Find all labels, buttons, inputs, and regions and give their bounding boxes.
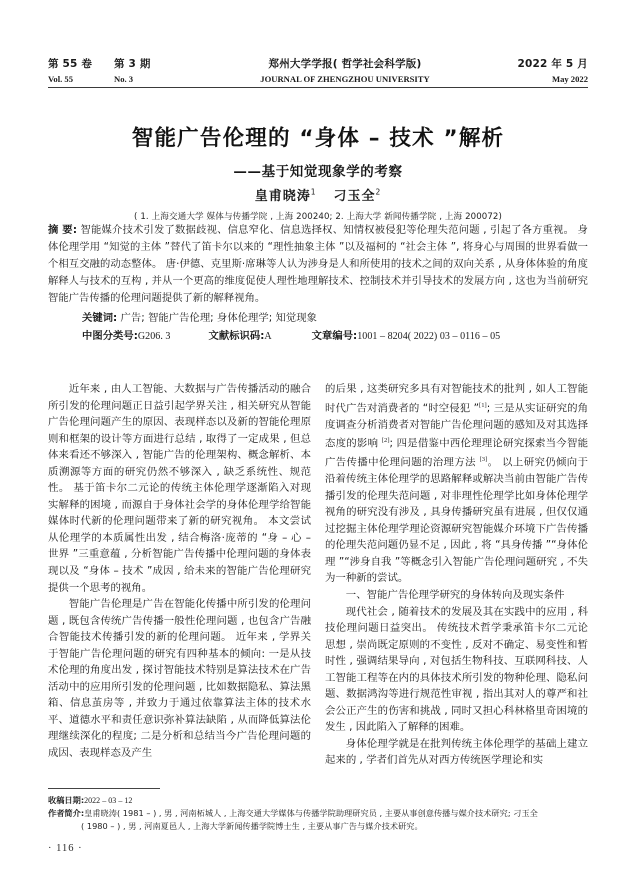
volume-en: Vol. 55 [48,74,73,84]
author-bio-line-1 [48,807,588,819]
running-head-chinese-row [48,56,588,71]
abstract-label: 摘 要: [48,224,77,236]
reference-marker-3: [3] [479,456,488,464]
author-name-2: 刁玉全 [333,188,376,204]
reference-marker-1: [1] [479,401,487,409]
footnote-divider-rule [48,788,160,789]
footnote-block [48,788,538,832]
issue-cn: 第 3 期 [114,58,151,70]
article-number-value: 1001 – 8204( 2022) 03 – 0116 – 05 [357,330,501,342]
author-affil-marker-1: 1 [310,187,317,197]
body-columns [48,381,588,783]
issue-date-cn: 2022 年 5 月 [517,58,588,70]
journal-title-en: JOURNAL OF ZHENGZHOU UNIVERSITY [260,74,430,84]
received-date-label: 收稿日期: [48,795,85,805]
paragraph: 现代社会 , 随着技术的发展及其在实践中的应用 , 科技伦理问题日益突出。 传统技术哲学秉承笛卡尔二元论思想 , 崇尚既定原则的不变性 , 反对不确定、易变性和暂时性 , 强调结果导向 , 对包括生物科技、互联网科技、人工智能工程等在内的具体技术所引发的物种伦理、隐私问题、数据鸿沟等进行规范性审视 , 指出其对人的尊严和社会公正产生的伤害和挑战 , 同时又担心科林格里奇困境的发生 , 因此陷入了解释的困难。 [325,605,588,734]
received-date-line [48,794,314,807]
page-number: · 116 · [48,843,83,854]
clc-value: G206. 3 [137,330,171,342]
author-bio-line-2 [48,820,621,832]
front-matter [48,222,588,345]
reference-marker-2: [2] [381,437,390,445]
keywords-line [48,310,588,327]
section-heading: 一、智能广告伦理学研究的身体转向及现实条件 [345,588,565,601]
author-list [48,185,588,204]
issue-date-en: May 2022 [551,74,588,84]
issue-en: No. 3 [114,74,134,84]
header-divider-rule [48,87,588,88]
para-text-c: ; 四是借鉴中西伦理理论研究探索当今智能广告传播中伦理问题的治理方法 [325,437,588,469]
document-code-value: A [264,330,272,342]
author-affil-marker-2: 2 [375,187,382,197]
article-title: 智能广告伦理的 “身体 – 技术 ”解析 [131,126,505,151]
clc-label: 中图分类号: [82,329,138,342]
keywords-label: 关键词: [82,312,118,325]
running-head [48,56,588,88]
author-name-1: 皇甫晓涛 [254,188,311,204]
article-subtitle: ——基于知觉现象学的考察 [233,163,403,180]
author-affiliations: ( 1. 上海交通大学 媒体与传播学院 , 上海 200240; 2. 上海大学 新闻传播学院 , 上海 200072) [134,211,502,222]
keywords-value: 广告; 智能广告伦理; 身体伦理学; 知觉现象 [120,312,317,325]
para-text-d: 。 以上研究仍倾向于沿着传统主体伦理学的思路解释或解决当前由智能广告传播引发的伦理失范问题 , 对非理性伦理学比如身体伦理学视角的研究没有涉及 , 具身传播研究虽有进展 , 但仅仅通过挖掘主体伦理学理论资源研究智能媒介环境下广告传播的伦理失范问题仍显不足 , 因此 , 将 “具身传播 ”“身体伦理 ”“涉身自我 ”等概念引入智能广告伦理问题研究 , 不失为一种新的尝试。 [325,456,588,585]
abstract-text: 智能媒介技术引发了数据歧视、信息窄化、信息选择权、知情权被侵犯等伦理失范问题 , 引起了各方重视。 身体伦理学用 “知觉的主体 ”替代了笛卡尔以来的 “理性抽象主体 ”以及福柯的 “社会主体 ”, 将身心与周围的世界看做一个相互交融的动态整体。 唐·伊德、克里斯·席琳等人认为涉身是人和所使用的技术之间的双向关系 , 从身体体验的角度解释人与技术的互构 , 并从一个更高的维度促使人理性地理解技术、控制技术并引导技术的发展方向 , 这也为当前研究智能广告传播的伦理问题提供了新的解释视角。 [48,224,589,305]
paragraph-continuation [325,381,588,587]
para-text-a: 的后果 , 这类研究多具有对智能技术的批判 , 如人工智能时代广告对消费者的 “时空侵犯 ” [325,383,588,415]
body-column-left [48,381,311,783]
paragraph: 近年来 , 由人工智能、大数据与广告传播活动的融合所引发的伦理问题正日益引起学界关注 , 相关研究从智能广告伦理问题产生的原因、表现样态以及新的智能伦理原则和框架的设计等方面进行总结 , 取得了一定成果 , 但总体来看还不够深入 , 智能广告的伦理架构、概念解析、本质溯源等方面的研究仍然不够深入 , 缺乏系统性、规范性。 基于笛卡尔二元论的传统主体伦理学逐渐陷入对现实解释的困境 , 而源自于身体社会学的身体伦理学给智能媒体时代新的伦理问题带来了新的研究视角。 本文尝试从伦理学的本质属性出发 , 结合梅洛·庞蒂的 “身 – 心 – 世界 ”三重意蕴 , 分析智能广告传播中伦理问题的身体表现以及 “身体 – 技术 ”成因 , 给未来的智能广告伦理研究提供一个思考的视角。 [48,383,311,594]
title-block [48,126,588,222]
paragraph: 身体伦理学就是在批判传统主体伦理学的基础上建立起来的 , 学者们首先从对西方传统医学理论和实 [325,737,588,767]
running-head-english-row [48,74,588,84]
author-bio-label: 作者简介: [48,808,85,819]
document-code-label: 文献标识码: [208,329,265,342]
abstract-block [48,222,588,307]
received-date-value: 2022 – 03 – 12 [84,796,133,805]
volume-cn: 第 55 卷 [48,58,93,70]
article-number-label: 文章编号: [311,329,358,342]
classification-line [48,328,588,345]
paragraph: 智能广告伦理是广告在智能化传播中所引发的伦理问题 , 既包含传统广告传播一般性伦理问题 , 也包含广告融合智能技术传播引发的新的伦理问题。 近年来 , 学界关于智能广告伦理问题的研究有四种基本的倾向: 一是从技术伦理的角度出发 , 探讨智能技术特别是算法技术在广告活动中的应用所引发的伦理问题 , 比如数据隐私、算法黑箱、信息茧房等 , 并致力于通过依靠算法主体的技术水平、道德水平和责任意识弥补算法缺陷 , 从而降低算法伦理继续深化的程度; 二是分析和总结当今广告伦理问题的成因、表现样态及产生 [48,598,311,760]
author-bio-text-2: ( 1980 – ) , 男 , 河南夏邑人 , 上海大学新闻传播学院博士生 , 主要从事广告与媒介技术研究。 [81,820,423,831]
journal-title-cn: 郑州大学学报( 哲学社会科学版) [268,58,422,70]
body-column-right [325,381,588,783]
author-bio-text-1: 皇甫晓涛( 1981 – ) , 男 , 河南柘城人 , 上海交通大学媒体与传播学院助理研究员 , 主要从事创意传播与媒介技术研究; 刁玉全 [84,808,538,819]
para-text-b: ; 三是从实证研究的角度调查分析消费者对智能广告伦理问题的感知及对其选择态度的影响 [325,402,588,450]
